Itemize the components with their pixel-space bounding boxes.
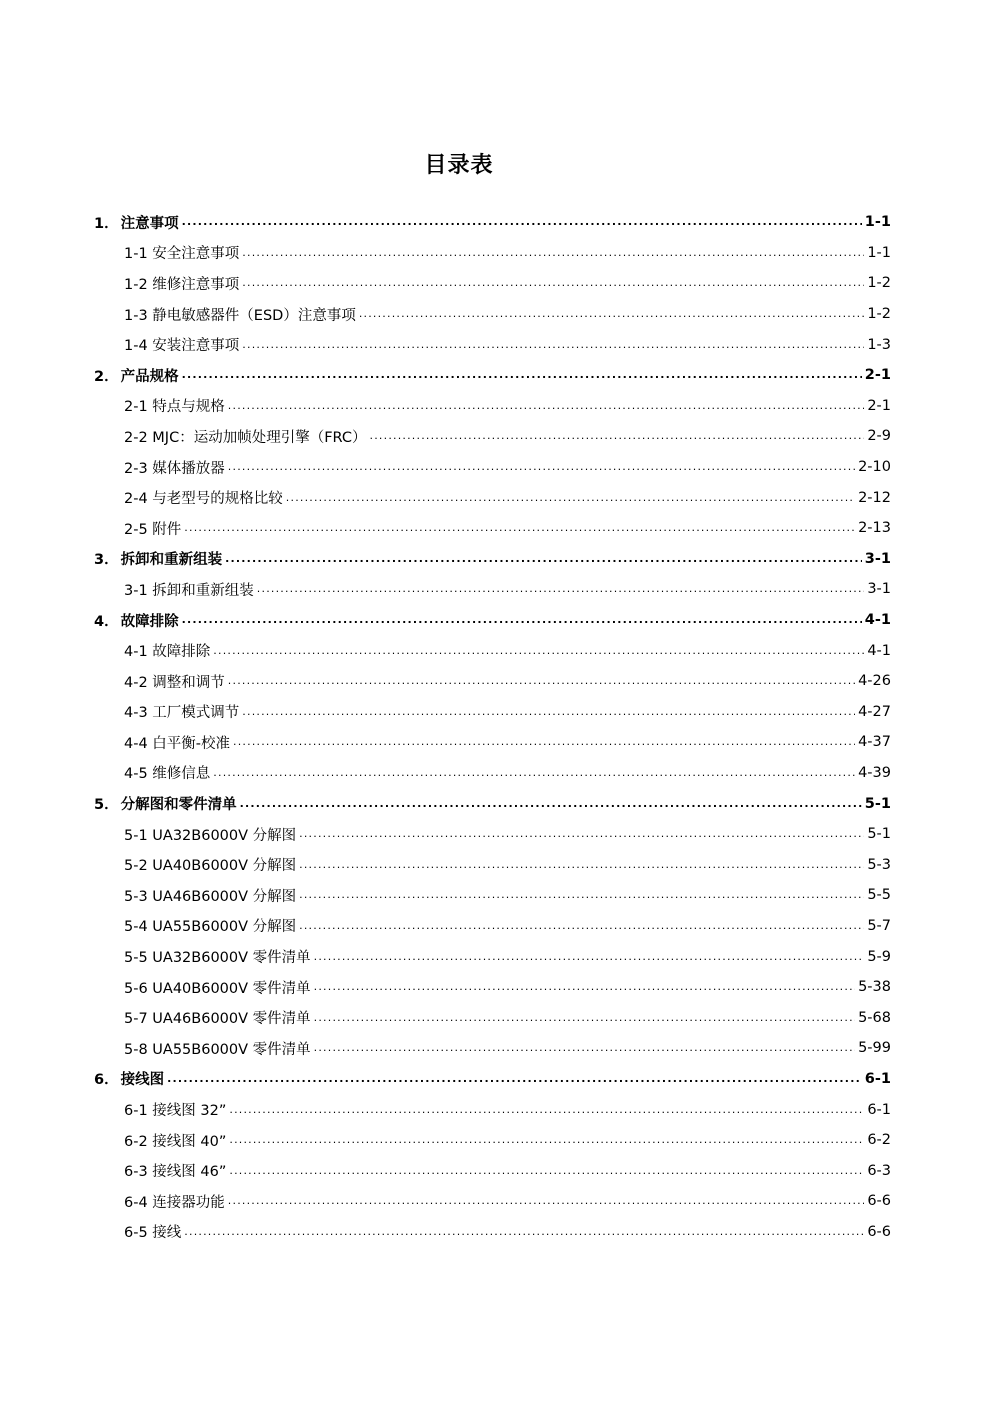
toc-section-entry[interactable] [94,268,891,299]
toc-entry-label: 1-1 安全注意事项 [124,246,240,263]
toc-entry-label: 2-2 MJC：运动加帧处理引擎（FRC） [124,429,367,446]
toc-entry-page-number: 3-1 [864,550,891,567]
toc-dot-leader [314,950,865,964]
toc-entry-page-number: 1-1 [864,214,891,231]
toc-entry-page-number: 1-2 [867,275,891,292]
toc-dot-leader [229,1164,864,1178]
toc-entry-number: 1． [94,215,119,232]
toc-chapter-entry[interactable] [94,360,891,391]
toc-entry-label: 注意事项 [120,215,179,232]
toc-section-entry[interactable] [94,299,891,330]
toc-dot-leader [299,888,864,902]
toc-entry-label: 2-3 媒体播放器 [124,460,225,477]
toc-entry-page-number: 5-3 [867,856,891,873]
toc-entry-page-number: 2-12 [858,489,891,506]
toc-section-entry[interactable] [94,238,891,269]
toc-entry-page-number: 6-1 [867,1101,891,1118]
toc-dot-leader [370,429,865,443]
toc-entry-label: 6-3 接线图 46” [124,1164,227,1181]
toc-entry-label: 产品规格 [120,368,179,385]
toc-entry-label: 故障排除 [120,613,179,630]
toc-entry-page-number: 5-7 [867,917,891,934]
toc-entry-page-number: 4-1 [867,642,891,659]
toc-section-entry[interactable] [94,697,891,728]
toc-entry-label: 5-6 UA40B6000V 零件清单 [124,980,311,997]
toc-entry-label: 接线图 [120,1072,165,1089]
toc-section-entry[interactable] [94,911,891,942]
toc-entry-label: 5-3 UA46B6000V 分解图 [124,888,297,905]
toc-section-entry[interactable] [94,329,891,360]
toc-dot-leader [299,858,864,872]
toc-dot-leader [228,1194,865,1208]
toc-entry-page-number: 6-2 [867,1132,891,1149]
toc-section-entry[interactable] [94,1186,891,1217]
toc-entry-label: 5-4 UA55B6000V 分解图 [124,919,297,936]
toc-entry-page-number: 1-2 [867,306,891,323]
toc-dot-leader [182,215,862,229]
toc-entry-number: 3． [94,552,119,569]
toc-section-entry[interactable] [94,421,891,452]
toc-entry-label: 5-7 UA46B6000V 零件清单 [124,1011,311,1028]
toc-section-entry[interactable] [94,482,891,513]
toc-entry-label: 2-4 与老型号的规格比较 [124,491,283,508]
toc-entry-page-number: 2-10 [858,459,891,476]
toc-entry-label: 5-1 UA32B6000V 分解图 [124,827,297,844]
toc-entry-page-number: 4-39 [858,764,891,781]
toc-entry-page-number: 4-27 [858,703,891,720]
toc-dot-leader [314,1011,855,1025]
toc-entry-label: 4-2 调整和调节 [124,674,225,691]
toc-dot-leader [257,582,865,596]
toc-section-entry[interactable] [94,574,891,605]
toc-entry-label: 5-2 UA40B6000V 分解图 [124,858,297,875]
toc-entry-page-number: 5-38 [858,979,891,996]
toc-entry-label: 2-5 附件 [124,521,182,538]
toc-section-entry[interactable] [94,819,891,850]
toc-entry-page-number: 5-68 [858,1009,891,1026]
toc-entry-page-number: 2-13 [858,520,891,537]
toc-section-entry[interactable] [94,666,891,697]
toc-dot-leader [286,491,855,505]
toc-dot-leader [167,1072,862,1086]
toc-entry-page-number: 1-1 [867,244,891,261]
table-of-contents [94,207,891,1247]
toc-dot-leader [229,1133,864,1147]
toc-section-entry[interactable] [94,391,891,422]
toc-entry-label: 6-5 接线 [124,1225,182,1242]
toc-dot-leader [242,705,855,719]
toc-entry-page-number: 2-1 [867,397,891,414]
toc-entry-number: 5． [94,797,119,814]
toc-dot-leader [242,338,864,352]
toc-entry-page-number: 6-6 [867,1223,891,1240]
toc-dot-leader [225,552,862,566]
toc-dot-leader [314,1041,855,1055]
toc-dot-leader [182,368,862,382]
toc-entry-label: 拆卸和重新组装 [120,552,223,569]
toc-entry-page-number: 6-6 [867,1193,891,1210]
toc-entry-label: 4-1 故障排除 [124,644,211,661]
toc-chapter-entry[interactable] [94,207,891,238]
toc-section-entry[interactable] [94,727,891,758]
toc-chapter-entry[interactable] [94,788,891,819]
toc-section-entry[interactable] [94,452,891,483]
toc-entry-page-number: 5-99 [858,1040,891,1057]
toc-entry-page-number: 5-1 [867,826,891,843]
toc-entry-label: 5-8 UA55B6000V 零件清单 [124,1041,311,1058]
toc-section-entry[interactable] [94,1155,891,1186]
toc-section-entry[interactable] [94,941,891,972]
toc-dot-leader [228,399,865,413]
toc-entry-page-number: 2-1 [864,367,891,384]
toc-section-entry[interactable] [94,635,891,666]
toc-entry-page-number: 1-3 [867,336,891,353]
toc-section-entry[interactable] [94,880,891,911]
toc-entry-label: 6-4 连接器功能 [124,1194,225,1211]
toc-entry-label: 5-5 UA32B6000V 零件清单 [124,950,311,967]
toc-dot-leader [242,246,864,260]
toc-entry-page-number: 4-37 [858,734,891,751]
toc-section-entry[interactable] [94,1033,891,1064]
toc-entry-page-number: 5-9 [867,948,891,965]
toc-dot-leader [184,521,855,535]
toc-dot-leader [299,827,864,841]
toc-section-entry[interactable] [94,972,891,1003]
toc-entry-page-number: 3-1 [867,581,891,598]
toc-dot-leader [299,919,864,933]
toc-section-entry[interactable] [94,513,891,544]
toc-entry-label: 6-2 接线图 40” [124,1133,227,1150]
toc-dot-leader [242,276,864,290]
toc-section-entry[interactable] [94,1002,891,1033]
toc-entry-label: 2-1 特点与规格 [124,399,225,416]
toc-dot-leader [184,1225,864,1239]
page-title: 目录表 [424,153,494,178]
toc-dot-leader [228,674,855,688]
toc-entry-label: 3-1 拆卸和重新组装 [124,582,254,599]
toc-section-entry[interactable] [94,849,891,880]
toc-entry-number: 2． [94,368,119,385]
toc-entry-number: 4． [94,613,119,630]
toc-dot-leader [240,797,862,811]
toc-entry-label: 4-4 白平衡-校准 [124,735,231,752]
toc-section-entry[interactable] [94,758,891,789]
toc-entry-label: 4-3 工厂模式调节 [124,705,240,722]
toc-entry-page-number: 6-1 [864,1070,891,1087]
toc-entry-label: 分解图和零件清单 [120,797,237,814]
toc-dot-leader [314,980,855,994]
toc-chapter-entry[interactable] [94,1064,891,1095]
toc-entry-label: 1-3 静电敏感器件（ESD）注意事项 [124,307,356,324]
toc-entry-page-number: 6-3 [867,1162,891,1179]
toc-section-entry[interactable] [94,1125,891,1156]
toc-entry-page-number: 4-26 [858,673,891,690]
toc-entry-page-number: 2-9 [867,428,891,445]
toc-dot-leader [182,613,862,627]
toc-entry-page-number: 4-1 [864,612,891,629]
toc-dot-leader [233,735,855,749]
toc-dot-leader [228,460,855,474]
toc-chapter-entry[interactable] [94,544,891,575]
toc-entry-number: 6． [94,1072,119,1089]
toc-entry-label: 4-5 维修信息 [124,766,211,783]
toc-chapter-entry[interactable] [94,605,891,636]
toc-dot-leader [213,644,864,658]
toc-entry-label: 1-4 安装注意事项 [124,338,240,355]
toc-dot-leader [229,1103,864,1117]
toc-section-entry[interactable] [94,1094,891,1125]
toc-entry-page-number: 5-5 [867,887,891,904]
toc-entry-label: 6-1 接线图 32” [124,1103,227,1120]
toc-entry-label: 1-2 维修注意事项 [124,276,240,293]
toc-dot-leader [359,307,864,321]
toc-entry-page-number: 5-1 [864,795,891,812]
toc-dot-leader [213,766,855,780]
toc-section-entry[interactable] [94,1217,891,1248]
